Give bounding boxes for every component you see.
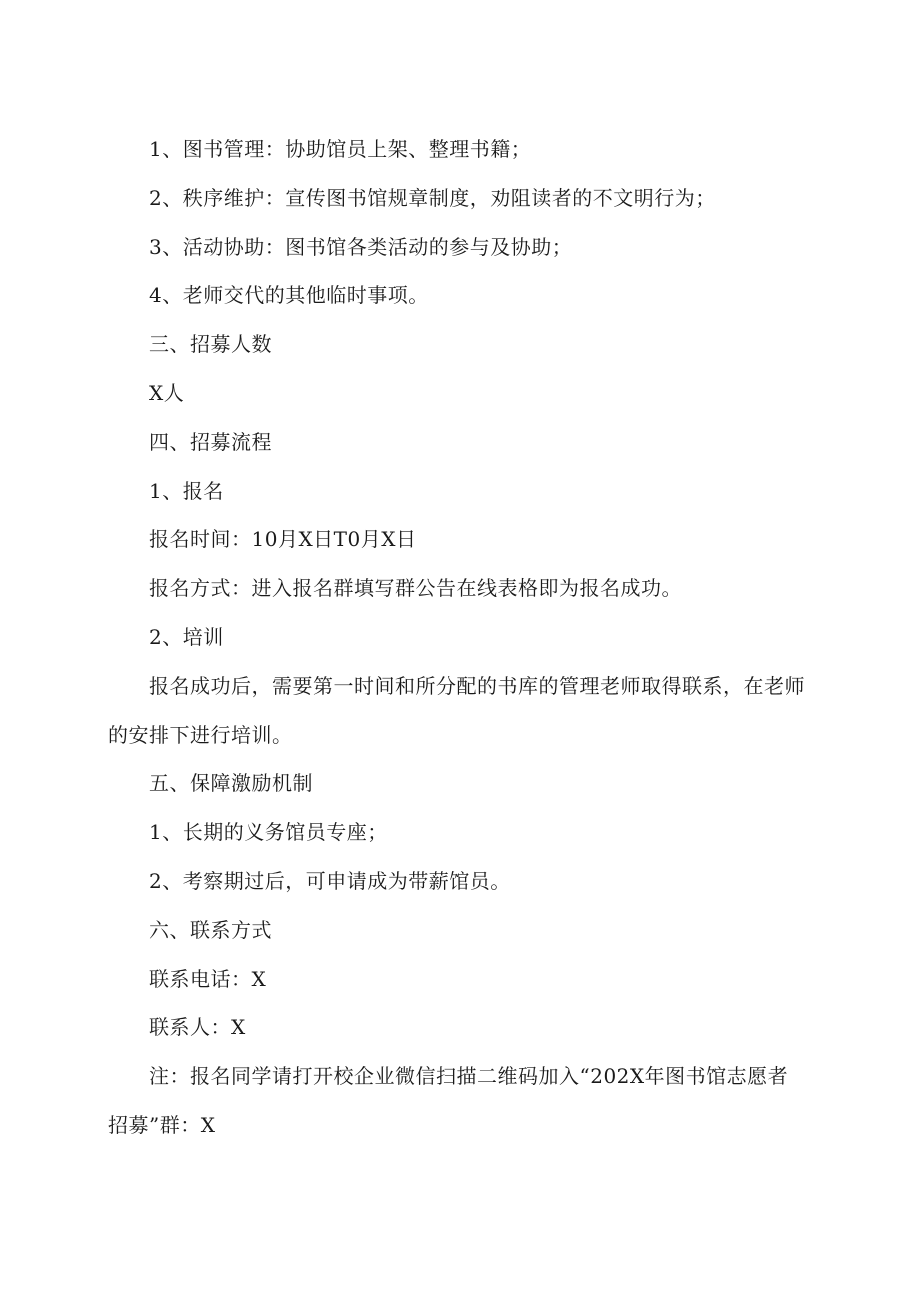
duty-item-4: 4、老师交代的其他临时事项。 (149, 283, 429, 308)
process-step-signup: 1、报名 (149, 478, 224, 503)
signup-time: 报名时间：10月X日T0月X日 (149, 527, 417, 552)
incentive-item-1: 1、长期的义务馆员专座； (149, 820, 388, 845)
section-heading-contact: 六、联系方式 (149, 917, 272, 942)
duty-item-1: 1、图书管理：协助馆员上架、整理书籍； (149, 137, 532, 161)
section-heading-recruit-count: 三、招募人数 (149, 332, 272, 357)
section-heading-recruit-process: 四、招募流程 (149, 429, 272, 454)
document-body (108, 125, 808, 1150)
duty-item-2: 2、秩序维护：宣传图书馆规章制度，劝阻读者的不文明行为； (149, 185, 716, 210)
recruit-count-value: X人 (149, 380, 185, 405)
contact-person: 联系人：X (149, 1015, 246, 1040)
duty-item-3: 3、活动协助：图书馆各类活动的参与及协助； (149, 234, 573, 259)
contact-phone: 联系电话：X (149, 966, 267, 991)
section-heading-incentives: 五、保障激励机制 (149, 771, 313, 796)
signup-note: 注：报名同学请打开校企业微信扫描二维码加入“202X年图书馆志愿者招募”群：X (108, 1064, 789, 1137)
training-description: 报名成功后，需要第一时间和所分配的书库的管理老师取得联系，在老师的安排下进行培训。 (108, 673, 805, 747)
process-step-training: 2、培训 (149, 624, 224, 649)
incentive-item-2: 2、考察期过后，可申请成为带薪馆员。 (149, 868, 511, 893)
signup-method: 报名方式：进入报名群填写群公告在线表格即为报名成功。 (149, 576, 682, 601)
